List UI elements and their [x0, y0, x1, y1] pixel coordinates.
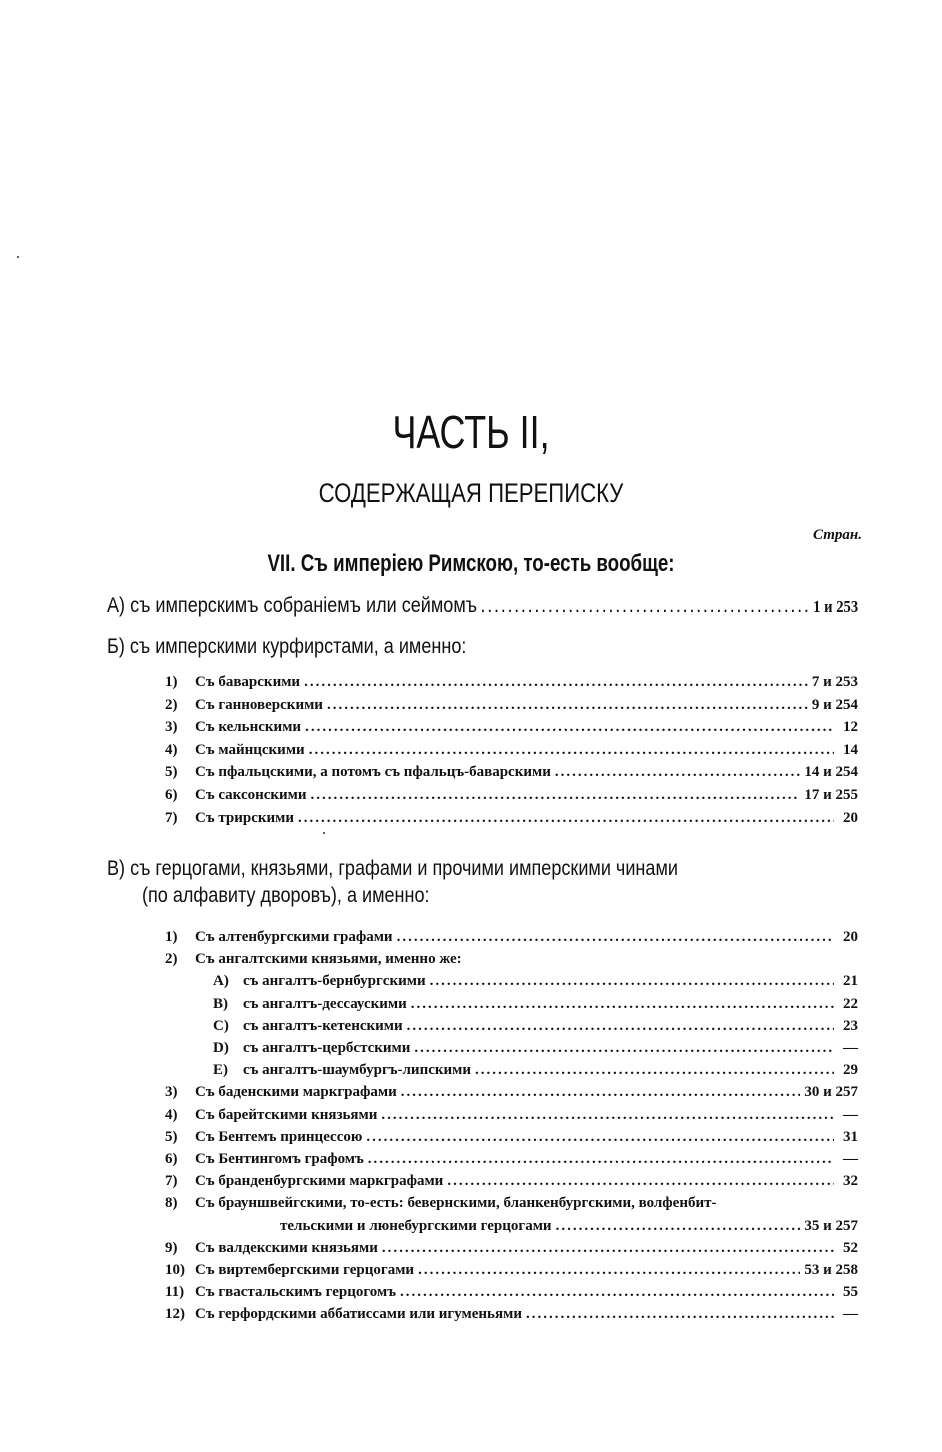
toc-entry-number: 3)	[165, 1084, 178, 1101]
toc-entry-text: Съ Бентемъ принцессою	[195, 1128, 363, 1145]
toc-entry-number: 10)	[165, 1262, 185, 1279]
toc-entry	[165, 1148, 858, 1170]
toc-entry	[165, 1126, 858, 1148]
toc-entry-number: 6)	[165, 786, 178, 803]
toc-entry	[165, 948, 858, 970]
dot-leader	[555, 761, 800, 784]
toc-entry-number: 12)	[165, 1306, 185, 1323]
toc-entry	[165, 671, 858, 694]
toc-entry-text: тельскими и люнебургскими герцогами	[280, 1217, 552, 1234]
toc-entry	[165, 1081, 858, 1103]
toc-entry-number: 3)	[165, 719, 178, 736]
toc-entry-label	[165, 1170, 443, 1192]
toc-entry-text: Съ брауншвейгскими, то-есть: бевернскими, бланкенбургскими, волфенбит-	[195, 1195, 717, 1212]
toc-entry-number: 4)	[165, 741, 178, 758]
toc-entry-page: 31	[843, 1128, 858, 1145]
toc-entry-number: 2)	[165, 951, 178, 968]
toc-entry-page: —	[843, 1306, 858, 1323]
toc-entry-page: 14 и 254	[804, 764, 858, 781]
toc-entry-label	[165, 1081, 397, 1103]
toc-entry-text: съ ангалтъ-бернбургскими	[243, 973, 426, 990]
toc-entry-page: —	[843, 1106, 858, 1123]
toc-entry-text: Съ герфордскими аббатиссами или игуменьями	[195, 1306, 522, 1323]
toc-entry-page: 22	[843, 995, 858, 1012]
toc-entry-page: 9 и 254	[811, 696, 858, 713]
toc-entry-text: Съ ганноверскими	[195, 696, 323, 713]
toc-entry-text: съ ангалтъ-шаумбургъ-липскими	[243, 1062, 472, 1079]
toc-entry	[165, 926, 858, 948]
toc-entry-number: 6)	[165, 1151, 178, 1168]
toc-entry-page: 55	[843, 1284, 858, 1301]
dot-leader	[368, 1148, 834, 1170]
section-a	[107, 594, 858, 618]
toc-entry-number: 7)	[165, 1173, 178, 1190]
toc-entry-text: Съ виртембергскими герцогами	[195, 1262, 415, 1279]
part-subtitle: СОДЕРЖАЩАЯ ПЕРЕПИСКУ	[318, 478, 624, 508]
toc-entry	[165, 1104, 858, 1126]
toc-entry-label	[165, 761, 551, 784]
toc-entry-text: съ ангалтъ-цербстскими	[243, 1040, 411, 1057]
dot-leader	[418, 1259, 800, 1281]
toc-entry-label	[165, 1237, 378, 1259]
toc-entry-label	[165, 1126, 362, 1148]
section-v-line2	[142, 884, 893, 908]
toc-entry-number: 4)	[165, 1106, 178, 1123]
toc-entry-text: Съ Бентингомъ графомъ	[195, 1151, 364, 1168]
toc-entry-label	[165, 1259, 414, 1281]
toc-entry-label	[165, 716, 301, 739]
toc-entry	[165, 1037, 858, 1059]
toc-entry-number: 1)	[165, 674, 178, 690]
toc-entry-page: 53 и 258	[804, 1262, 858, 1279]
section-a-page: 1 и 253	[813, 597, 859, 616]
dot-leader	[309, 739, 834, 762]
toc-entry-number: E)	[213, 1062, 228, 1079]
toc-entry-label	[165, 784, 307, 807]
dot-leader	[411, 993, 834, 1015]
toc-entry	[165, 1303, 858, 1325]
toc-entry-number: C)	[213, 1017, 229, 1034]
toc-entry	[165, 761, 858, 784]
toc-entry-page: 20	[843, 809, 858, 826]
toc-entry-text: Съ валдекскими князьями	[195, 1239, 378, 1256]
toc-entry-page: —	[843, 1040, 858, 1057]
toc-entry-text: Съ пфальцскими, а потомъ съ пфальцъ-баварскими	[195, 764, 551, 781]
toc-entry-number: D)	[213, 1040, 229, 1057]
dot-leader	[447, 1170, 834, 1192]
toc-entry-text: Съ ангалтскими князьями, именно же:	[195, 951, 462, 968]
toc-entry-page: 20	[843, 929, 858, 945]
section-v-line1	[107, 857, 858, 881]
toc-entry-number: 9)	[165, 1239, 178, 1256]
toc-entry-page: 21	[843, 973, 858, 990]
toc-entry-number: 2)	[165, 696, 178, 713]
toc-entry-text: Съ баденскими маркграфами	[195, 1084, 397, 1101]
toc-entry-text: съ ангалтъ-кетенскими	[243, 1017, 403, 1034]
toc-entry-label	[165, 1104, 377, 1126]
toc-entry-label	[165, 807, 294, 830]
toc-entry-number: 5)	[165, 1128, 178, 1145]
chapter-heading: VII. Съ имперіею Римскою, то-есть вообще:	[267, 550, 675, 577]
toc-entry	[165, 1192, 858, 1214]
toc-entry-label	[213, 1037, 410, 1059]
toc-entry-number: 1)	[165, 929, 178, 945]
toc-entry	[165, 784, 858, 807]
toc-entry-label	[165, 739, 305, 762]
toc-entry-text: Съ трирскими	[195, 809, 295, 826]
toc-entry-page: 52	[843, 1239, 858, 1256]
toc-entry	[165, 1259, 858, 1281]
toc-entry-text: Съ майнцскими	[195, 741, 305, 758]
section-a-label: А) съ имперскимъ собраніемъ или сеймомъ	[107, 594, 478, 617]
toc-entry-label	[165, 926, 393, 948]
dot-leader	[381, 1104, 834, 1126]
dot-leader	[430, 970, 834, 992]
toc-entry-page: 23	[843, 1017, 858, 1034]
toc-entry-page: 17 и 255	[804, 786, 858, 803]
toc-entry-text: Съ барейтскими князьями	[195, 1106, 378, 1123]
toc-entry-label	[213, 970, 426, 992]
toc-entry-page: 35 и 257	[804, 1217, 858, 1234]
toc-entry-number: 7)	[165, 809, 178, 826]
toc-entry	[165, 1281, 858, 1303]
electors-list	[165, 671, 858, 829]
toc-entry	[165, 1059, 858, 1081]
section-b	[107, 635, 858, 659]
toc-entry-page: 32	[843, 1173, 858, 1190]
toc-entry-text: Съ баварскими	[195, 674, 301, 690]
toc-entry-label	[213, 1059, 471, 1081]
toc-entry-page: 7 и 253	[811, 674, 858, 690]
dot-leader	[475, 1059, 834, 1081]
dot-leader	[480, 594, 809, 618]
toc-entry-label	[213, 993, 407, 1015]
dot-leader	[526, 1303, 834, 1325]
toc-entry-number: 11)	[165, 1284, 185, 1301]
toc-entry-text: Съ алтенбургскими графами	[195, 929, 393, 945]
toc-entry-label	[280, 1215, 552, 1237]
toc-entry	[165, 1215, 858, 1237]
toc-entry	[165, 1170, 858, 1192]
dot-leader	[414, 1037, 834, 1059]
toc-entry-label	[165, 671, 300, 694]
dot-leader	[407, 1015, 834, 1037]
dot-leader	[556, 1215, 801, 1237]
scan-speck	[17, 256, 19, 258]
dot-leader	[400, 1281, 834, 1303]
dot-leader	[304, 671, 808, 694]
dot-leader	[327, 694, 808, 717]
toc-entry-text: Съ кельнскими	[195, 719, 302, 736]
section-b-label: Б) съ имперскими курфирстами, а именно:	[107, 635, 467, 658]
dot-leader	[311, 784, 801, 807]
dot-leader	[305, 716, 834, 739]
toc-entry	[165, 694, 858, 717]
dot-leader	[401, 1081, 801, 1103]
dot-leader	[397, 926, 834, 948]
toc-entry-page: 12	[843, 719, 858, 736]
toc-entry	[165, 970, 858, 992]
toc-entry-number: 5)	[165, 764, 178, 781]
toc-entry	[165, 1015, 858, 1037]
toc-entry-label	[165, 1303, 522, 1325]
toc-entry-page: 14	[843, 741, 858, 758]
toc-entry-label	[213, 1015, 403, 1037]
toc-entry-text: Съ бранденбургскими маркграфами	[195, 1173, 444, 1190]
toc-entry-number: 8)	[165, 1195, 178, 1212]
toc-entry-page: —	[843, 1151, 858, 1168]
toc-entry	[165, 807, 858, 830]
toc-entry	[165, 993, 858, 1015]
section-v-label-continued: (по алфавиту дворовъ), а именно:	[142, 884, 430, 907]
toc-entry-label	[165, 694, 323, 717]
toc-entry-label	[165, 1281, 396, 1303]
toc-entry	[165, 739, 858, 762]
dot-leader	[366, 1126, 834, 1148]
scan-speck	[323, 832, 325, 834]
toc-entry-text: съ ангалтъ-дессаускими	[243, 995, 407, 1012]
toc-entry	[165, 1237, 858, 1259]
section-v-label: В) съ герцогами, князьями, графами и прочими имперскими чинами	[107, 857, 678, 880]
toc-entry-label	[165, 948, 462, 970]
pages-column-label: Стран.	[813, 527, 862, 543]
toc-entry-text: Съ гвастальскимъ герцогомъ	[195, 1284, 396, 1301]
toc-entry-label	[165, 1148, 364, 1170]
toc-entry-page: 30 и 257	[804, 1084, 858, 1101]
toc-entry-text: Съ саксонскими	[195, 786, 307, 803]
toc-entry-label	[165, 1192, 716, 1214]
dot-leader	[382, 1237, 834, 1259]
part-title: ЧАСТЬ II,	[392, 406, 550, 458]
toc-entry	[165, 716, 858, 739]
dot-leader	[298, 807, 834, 830]
princes-list	[165, 926, 858, 1326]
toc-entry-number: А)	[213, 973, 229, 990]
toc-entry-page: 29	[843, 1062, 858, 1079]
toc-entry-number: B)	[213, 995, 228, 1012]
